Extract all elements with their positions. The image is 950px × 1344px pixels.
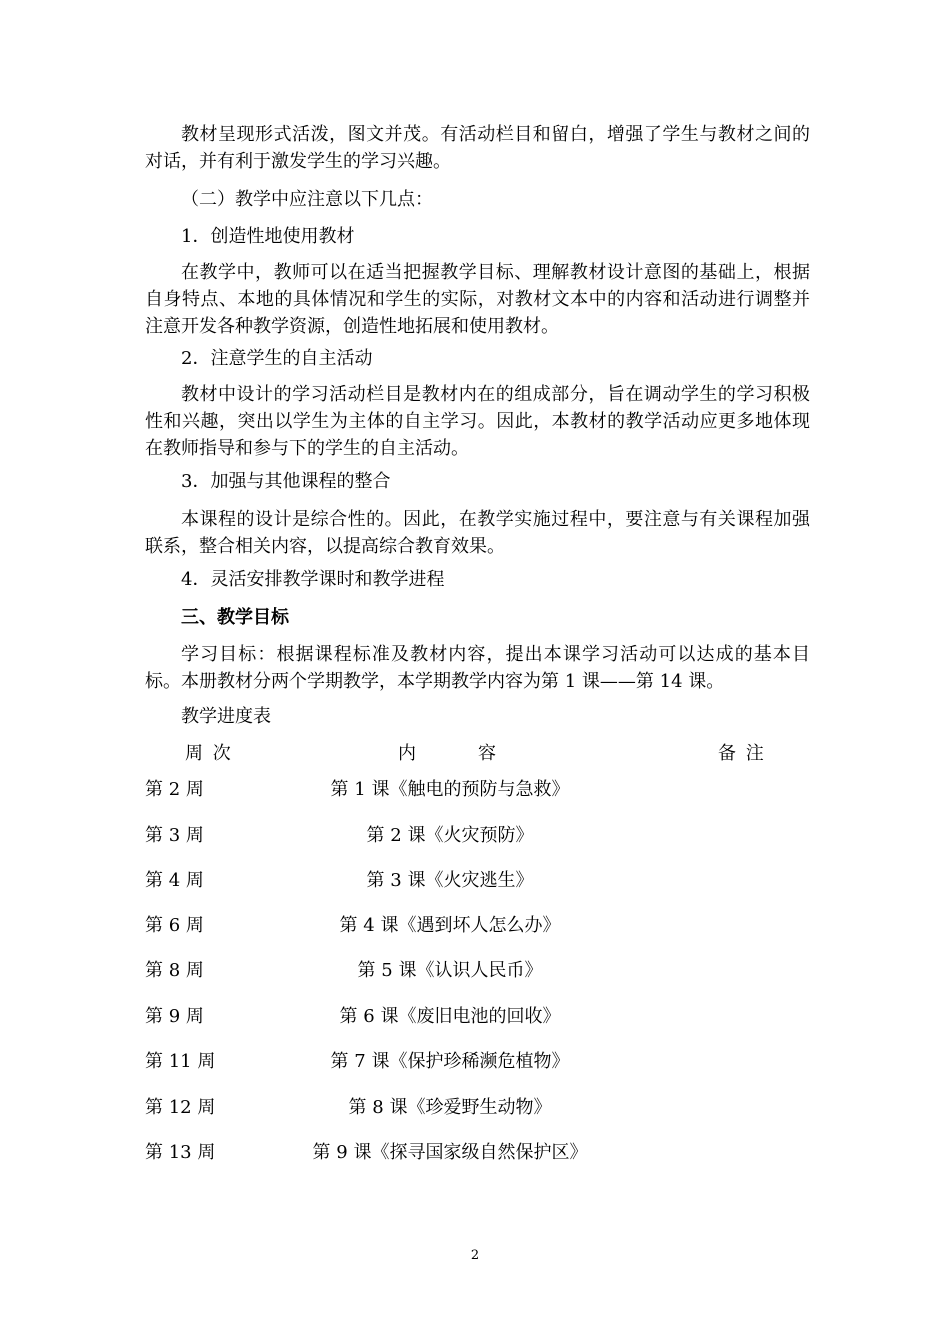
item-4-title: 4．灵活安排教学课时和教学进程 xyxy=(181,569,445,590)
table-row xyxy=(0,959,950,983)
column-header-week: 周 次 xyxy=(185,743,233,764)
item-1-body: 在教学中，教师可以在适当把握教学目标、理解教材设计意图的基础上，根据自身特点、本地的具体情况和学生的实际，对教材文本中的内容和活动进行调整并注意开发各种教学资源，创造性地拓展和使用教材。 xyxy=(145,262,810,337)
table-row xyxy=(0,1005,950,1029)
paragraph-textbook-presentation: 教材呈现形式活泼，图文并茂。有活动栏目和留白，增强了学生与教材之间的对话，并有利于激发学生的学习兴趣。 xyxy=(145,124,810,172)
column-header-content: 内 容 xyxy=(398,743,498,764)
column-header-note: 备 注 xyxy=(718,743,766,764)
week-cell: 第 8 周 xyxy=(145,960,204,981)
week-cell: 第 6 周 xyxy=(145,915,204,936)
lesson-cell: 第 4 课《遇到坏人怎么办》 xyxy=(339,915,561,936)
item-2-title: 2．注意学生的自主活动 xyxy=(181,348,373,369)
week-cell: 第 4 周 xyxy=(145,870,204,891)
week-cell: 第 11 周 xyxy=(145,1051,216,1072)
table-row xyxy=(0,824,950,848)
page-number: 2 xyxy=(470,1248,480,1263)
week-cell: 第 13 周 xyxy=(145,1142,216,1163)
lesson-cell: 第 3 课《火灾逃生》 xyxy=(366,870,534,891)
table-row xyxy=(0,778,950,802)
table-row xyxy=(0,1096,950,1120)
lesson-cell: 第 1 课《触电的预防与急救》 xyxy=(330,779,570,800)
week-cell: 第 12 周 xyxy=(145,1097,216,1118)
table-row xyxy=(0,1050,950,1074)
week-cell: 第 9 周 xyxy=(145,1006,204,1027)
section-3-heading: 三、教学目标 xyxy=(181,607,289,628)
lesson-cell: 第 9 课《探寻国家级自然保护区》 xyxy=(312,1142,588,1163)
item-1-title: 1．创造性地使用教材 xyxy=(181,226,355,247)
lesson-cell: 第 6 课《废旧电池的回收》 xyxy=(339,1006,561,1027)
schedule-title: 教学进度表 xyxy=(181,706,271,727)
learning-goals-body: 学习目标：根据课程标准及教材内容，提出本课学习活动可以达成的基本目标。本册教材分两个学期教学，本学期教学内容为第 1 课——第 14 课。 xyxy=(145,644,810,692)
sub-heading-teaching-notes: （二）教学中应注意以下几点： xyxy=(181,189,433,210)
week-cell: 第 3 周 xyxy=(145,825,204,846)
item-3-title: 3．加强与其他课程的整合 xyxy=(181,471,391,492)
lesson-cell: 第 7 课《保护珍稀濒危植物》 xyxy=(330,1051,570,1072)
table-row xyxy=(0,1141,950,1165)
table-row xyxy=(0,869,950,893)
table-row xyxy=(0,914,950,938)
item-3-body: 本课程的设计是综合性的。因此，在教学实施过程中，要注意与有关课程加强联系，整合相关内容，以提高综合教育效果。 xyxy=(145,509,810,557)
lesson-cell: 第 5 课《认识人民币》 xyxy=(357,960,543,981)
week-cell: 第 2 周 xyxy=(145,779,204,800)
lesson-cell: 第 8 课《珍爱野生动物》 xyxy=(348,1097,552,1118)
lesson-cell: 第 2 课《火灾预防》 xyxy=(366,825,534,846)
item-2-body: 教材中设计的学习活动栏目是教材内在的组成部分，旨在调动学生的学习积极性和兴趣，突出以学生为主体的自主学习。因此，本教材的教学活动应更多地体现在教师指导和参与下的学生的自主活动。 xyxy=(145,384,810,459)
